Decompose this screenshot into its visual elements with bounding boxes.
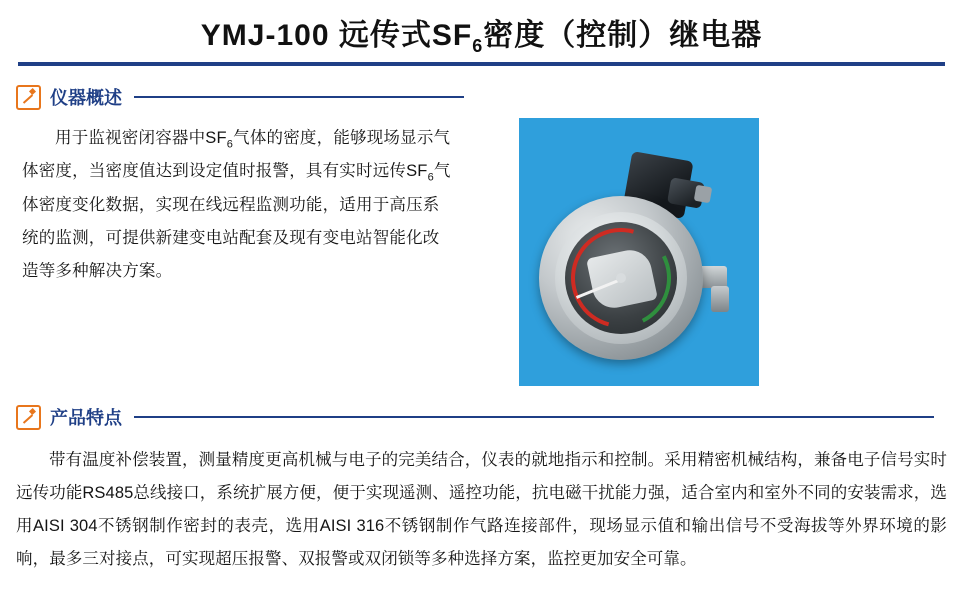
page-title	[201, 10, 762, 57]
overview-block	[0, 110, 963, 386]
gauge-hub	[616, 273, 626, 283]
page-title-part1: YMJ-100 远传式SF	[200, 18, 473, 52]
gauge-bezel	[555, 212, 687, 344]
section-header-overview	[16, 84, 963, 110]
gas-port-thread-icon	[711, 286, 729, 312]
page-title-bar	[0, 0, 963, 66]
gauge-face	[565, 222, 677, 334]
section-header-features	[16, 404, 963, 430]
product-photo	[519, 118, 759, 386]
overview-text-part3: 气体密度变化数据，实现在线远程监测功能，适用于高压系统的监测，可提供新建变电站配套及现有变电站智能化改造等多种解决方案。	[22, 162, 451, 280]
section-title-overview: 仪器概述	[50, 88, 122, 108]
section-title-features: 产品特点	[50, 408, 122, 428]
title-divider	[18, 62, 945, 66]
page-title-subscript: 6	[472, 35, 484, 56]
gauge-body	[539, 196, 703, 360]
overview-text-part2: 气体的密度，能够现场显示气体密度，当密度值达到设定值时报警，具有实时远传SF	[22, 129, 451, 181]
connector-screw-icon	[694, 185, 713, 204]
overview-paragraph	[22, 122, 452, 288]
overview-subscript-2: 6	[427, 171, 434, 184]
features-paragraph: 带有温度补偿装置，测量精度更高机械与电子的完美结合，仪表的就地指示和控制。采用精密机械结构，兼备电子信号实时远传功能RS485总线接口，系统扩展方便，便于实现遥测、遥控功能，抗电磁干扰能力强，适合室内和室外不同的安装需求，选用AISI 304不锈钢制作密封的表壳，选用AISI 316不锈钢制作气路连接部件，现场显示值和输出信号不受海拔等外界环境的影响，最多三对接点，可实现超压报警、双报警或双闭锁等多种选择方案，监控更加安全可靠。	[16, 451, 947, 568]
pen-square-icon	[16, 405, 41, 430]
pen-square-icon	[16, 85, 41, 110]
page-title-part2: 密度（控制）继电器	[483, 18, 763, 52]
section-header-rule	[134, 416, 934, 418]
section-header-rule	[134, 96, 464, 98]
overview-subscript-1: 6	[226, 138, 234, 151]
overview-text-part1: 用于监视密闭容器中SF	[55, 129, 227, 147]
